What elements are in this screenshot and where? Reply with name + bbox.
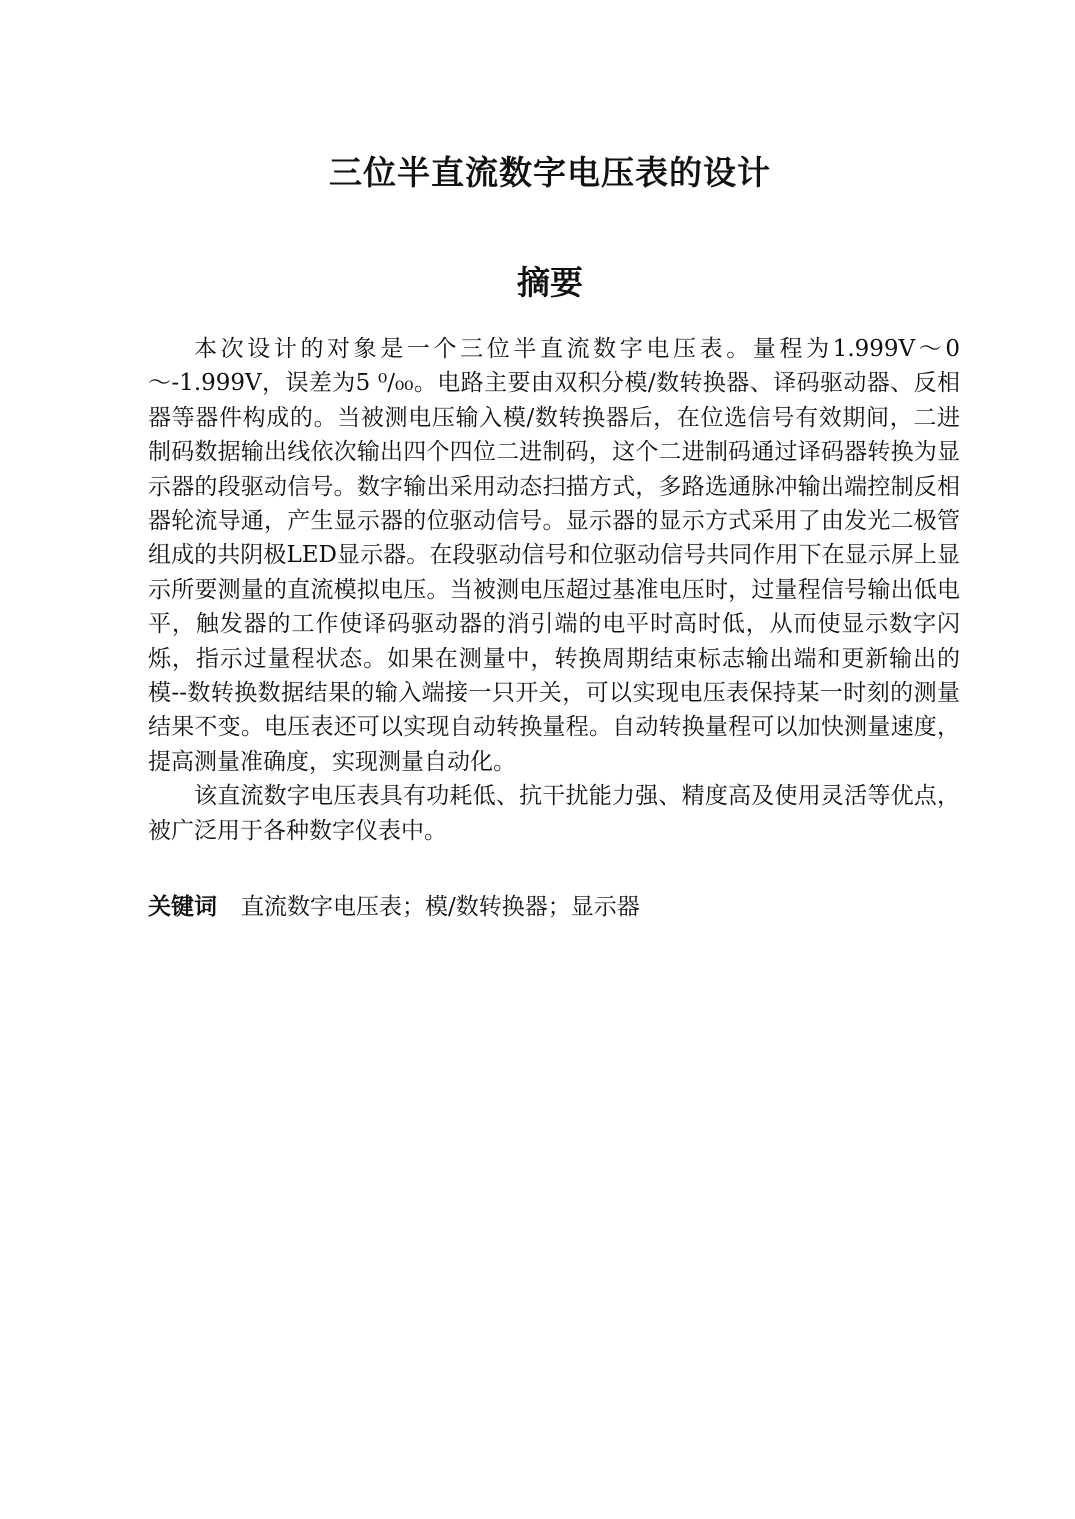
abstract-body bbox=[148, 332, 960, 848]
keywords-text: 直流数字电压表；模/数转换器；显示器 bbox=[241, 894, 640, 920]
document-title: 三位半直流数字电压表的设计 bbox=[329, 153, 771, 192]
keywords-line bbox=[148, 890, 960, 924]
abstract-heading: 摘要 bbox=[517, 263, 583, 302]
abstract-paragraph-1: 本次设计的对象是一个三位半直流数字电压表。量程为1.999V～0～-1.999V，误差为5 ⁰/₀₀。电路主要由双积分模/数转换器、译码驱动器、反相器等器件构成的。当被测电压输入模/数转换器后，在位选信号有效期间，二进制码数据输出线依次输出四个四位二进制码，这个二进制码通过译码器转换为显示器的段驱动信号。数字输出采用动态扫描方式，多路选通脉冲输出端控制反相器轮流导通，产生显示器的位驱动信号。显示器的显示方式采用了由发光二极管组成的共阴极LED显示器。在段驱动信号和位驱动信号共同作用下在显示屏上显示所要测量的直流模拟电压。当被测电压超过基准电压时，过量程信号输出低电平，触发器的工作使译码驱动器的消引端的电平时高时低，从而使显示数字闪烁，指示过量程状态。如果在测量中，转换周期结束标志输出端和更新输出的模--数转换数据结果的输入端接一只开关，可以实现电压表保持某一时刻的测量结果不变。电压表还可以实现自动转换量程。自动转换量程可以加快测量速度，提高测量准确度，实现测量自动化。 bbox=[148, 336, 960, 775]
keywords-label: 关键词 bbox=[148, 894, 217, 920]
abstract-paragraph-2: 该直流数字电压表具有功耗低、抗干扰能力强、精度高及使用灵活等优点，被广泛用于各种数字仪表中。 bbox=[148, 783, 960, 844]
